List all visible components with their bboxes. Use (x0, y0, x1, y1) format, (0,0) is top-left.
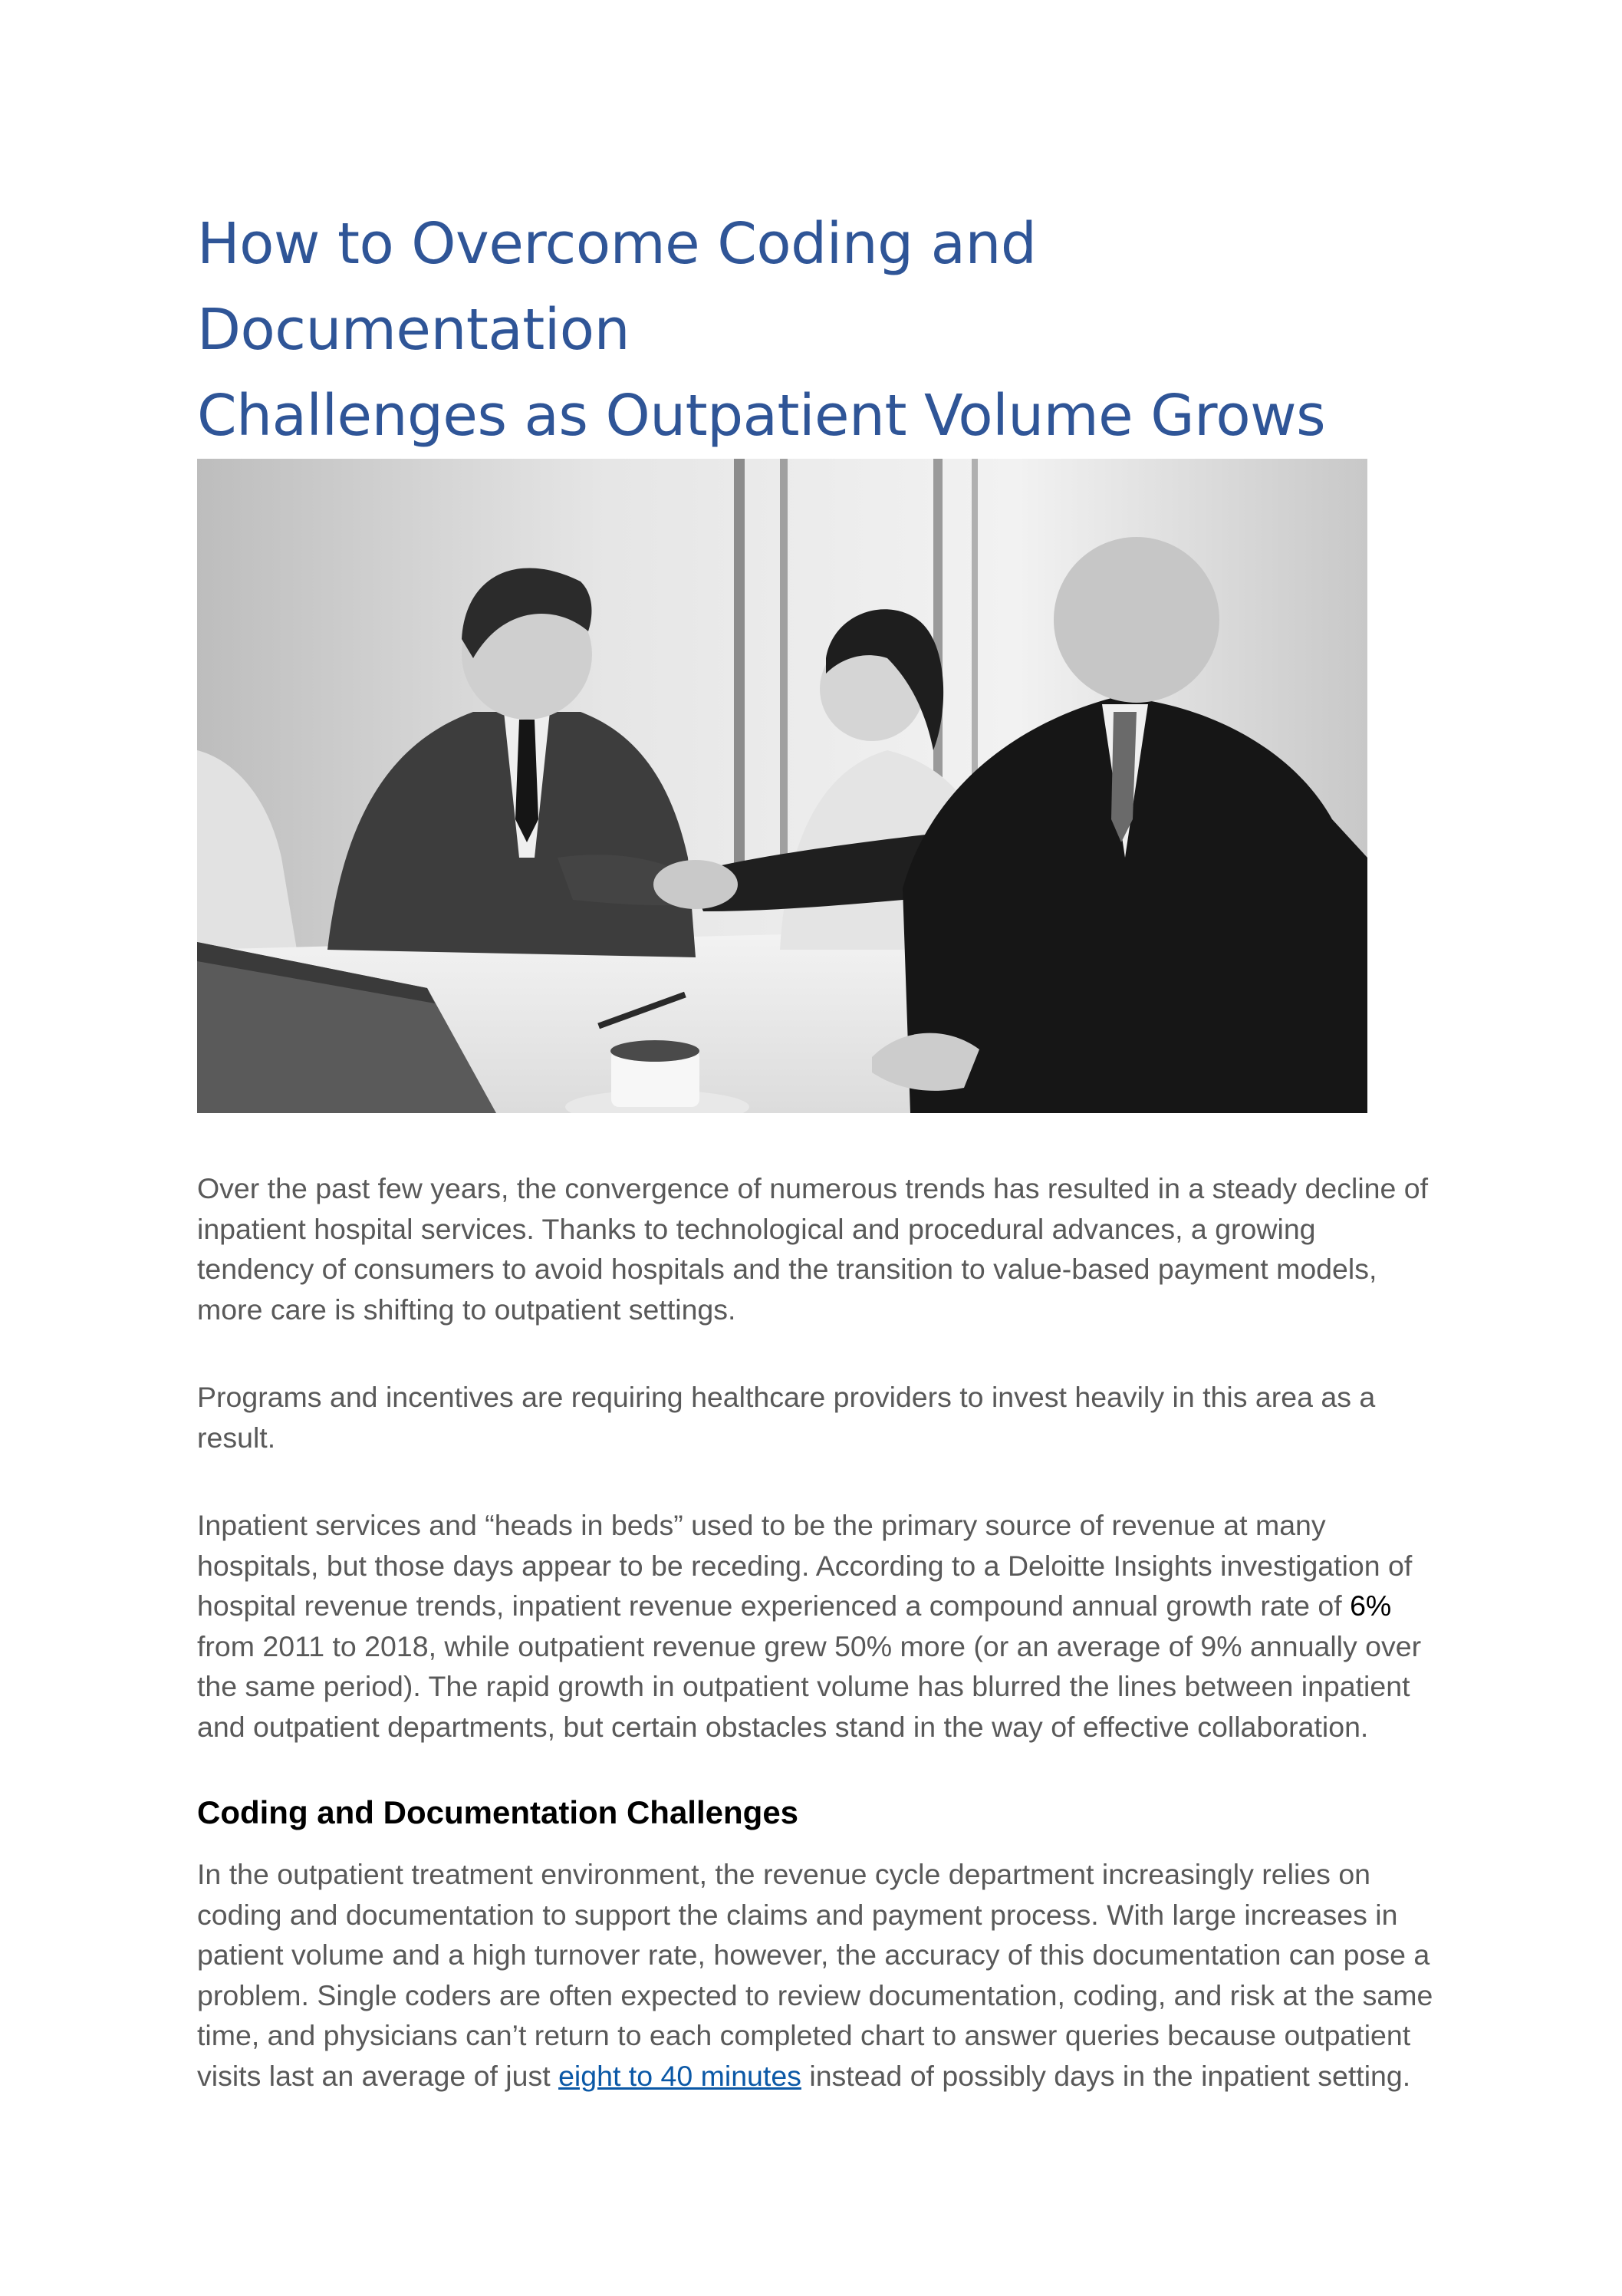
title-line-1: How to Overcome Coding and Documentation (197, 211, 1037, 363)
paragraph-4 (197, 1854, 1439, 2096)
paragraph-4-text-a: In the outpatient treatment environment, the revenue cycle department increasingly relies on coding and documentation to support the claims and payment process. With large increases in patient volume and a high turnover rate, however, the accuracy of this documentation can pose a problem. Single coders are often expected to review documentation, coding, and risk at the same time, and physicians can’t return to each completed chart to answer queries because outpatient visits last an average of just (197, 1858, 1433, 2092)
window-frame (734, 459, 745, 888)
handshake-hands (653, 860, 738, 909)
hero-image (197, 459, 1367, 1113)
man-right-head (1054, 537, 1219, 703)
paragraph-3-text-b: from 2011 to 2018, while outpatient revenue grew 50% more (or an average of 9% annually over the same period). The rapid growth in outpatient volume has blurred the lines between inpatient and outpatient departments, but certain obstacles stand in the way of effective collaboration. (197, 1629, 1422, 1743)
man-left-tie (515, 720, 538, 842)
coffee-cup-top (610, 1040, 699, 1062)
paragraph-3-text-a: Inpatient services and “heads in beds” used to be the primary source of revenue at many hospitals, but those days appear to be receding. According to a Deloitte Insights investigation of hospital revenue trends, inpatient revenue experienced a compound annual growth rate of (197, 1509, 1413, 1622)
document-content (197, 201, 1439, 2096)
window-frame (972, 459, 978, 781)
paragraph-3 (197, 1505, 1439, 1747)
section-heading: Coding and Documentation Challenges (197, 1794, 799, 1830)
paragraph-4-text-b: instead of possibly days in the inpatient setting. (801, 2059, 1411, 2092)
window-frame (780, 459, 788, 888)
growth-rate-highlight: 6% (1350, 1589, 1392, 1622)
paragraph-2: Programs and incentives are requiring healthcare providers to invest heavily in this area as a result. (197, 1381, 1376, 1454)
document-title (197, 201, 1439, 459)
title-line-2: Challenges as Outpatient Volume Grows (197, 383, 1326, 449)
paragraph-1: Over the past few years, the convergence of numerous trends has resulted in a steady decline of inpatient hospital services. Thanks to technological and procedural advances, a growing tendency of consumers to avoid hospitals and the transition to value-based payment models, more care is shifting to outpatient settings. (197, 1172, 1429, 1326)
visit-duration-link[interactable]: eight to 40 minutes (558, 2059, 801, 2092)
